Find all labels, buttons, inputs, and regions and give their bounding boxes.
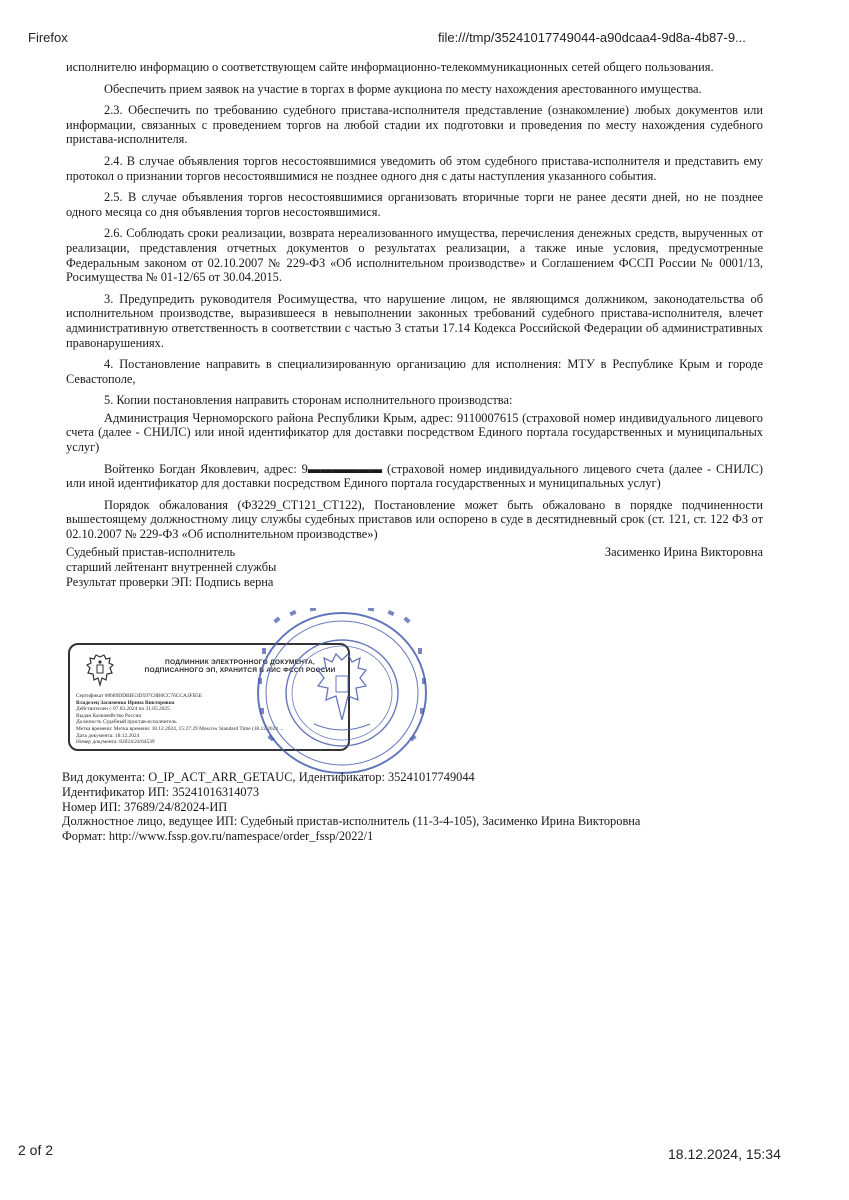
meta-format: Формат: http://www.fssp.gov.ru/namespace/order_fssp/2022/1	[62, 829, 374, 844]
paragraph-4: 4. Постановление направить в специализированную организацию для исполнения: МТУ в Республике Крым и городе Севастополе,	[66, 357, 763, 386]
stamp-timestamp: Метка времени: Метка времени: 18.12.2024, 15:27:29 Moscow Standard Time (18.12.2024 ...	[76, 725, 284, 732]
official-round-seal-icon	[252, 608, 432, 778]
paragraph-recipient-administration: Администрация Черноморского района Республики Крым, адрес: 9110007615 (страховой номер индивидуального лицевого счета (далее - СНИЛС) или иной идентификатор для доставки посредством Единого портала государственных и муниципальных услуг)	[66, 410, 763, 455]
paragraph-5: 5. Копии постановления направить сторонам исполнительного производства:	[104, 393, 513, 408]
stamp-validity: Действителен с 07.03.2024 по 31.05.2025	[76, 706, 170, 713]
paragraph-2-4: 2.4. В случае объявления торгов несостоявшимися уведомить об этом судебного пристава-исполнителя и представить ему протокол о признании торгов несостоявшимися не позднее одного дня с даты наступления указанного события.	[66, 153, 763, 183]
paragraph-applications: Обеспечить прием заявок на участие в торгах в форме аукциона по месту нахождения арестованного имущества.	[104, 81, 702, 96]
paragraph-publication: исполнителю информацию о соответствующем сайте информационно-телекоммуникационных сетей общего пользования.	[66, 60, 714, 74]
paragraph-2-5: 2.5. В случае объявления торгов несостоявшимися организовать вторичные торги не ранее десяти дней, но не позднее одного месяца со дня объявления торгов несостоявшимися.	[66, 190, 763, 219]
paragraph-2-3: 2.3. Обеспечить по требованию судебного пристава-исполнителя представление (ознакомление) любых документов или информации, связанных с проведением торгов на любой стадии их подготовки и проведения по месту нахождения судебного пристава-исполнителя.	[66, 103, 763, 147]
document-body	[66, 60, 763, 590]
signature-line	[66, 545, 763, 560]
stamp-issuer: Выдан Казначейство России	[76, 712, 142, 719]
document-metadata	[62, 770, 762, 844]
paragraph-recipient-debtor: Войтенко Богдан Яковлевич, адрес: 9▬▬▬▬▬▬ (страховой номер индивидуального лицевого счета (далее - СНИЛС) или иной идентификатор для доставки посредством Единого портала государственных и муниципальных услуг)	[66, 461, 763, 491]
signature-rank: старший лейтенант внутренней службы	[66, 559, 277, 574]
browser-url[interactable]: file:///tmp/35241017749044-a90dcaa4-9d8a-4b87-9...	[438, 30, 746, 45]
meta-official: Должностное лицо, ведущее ИП: Судебный пристав-исполнитель (11-3-4-105), Засименко Ирина Викторовна	[62, 814, 641, 829]
stamp-certificate: Сертификат 00689DDBB53D597C8B0CC76CCA3FB5E	[76, 693, 203, 699]
stamp-doc-number: Номер документа: 82024/24/64539	[76, 739, 155, 746]
paragraph-3: 3. Предупредить руководителя Росимущества, что нарушение лицом, не являющимся должником, законодательства об исполнительном производстве, выразившееся в невыполнении законных требований судебного пристава-исполнителя, влечет административную ответственность в соответствии с частью 3 статьи 17.14 Кодекса Российской Федерации об административных правонарушениях.	[66, 291, 763, 350]
signature-position: Судебный пристав-исполнитель	[66, 544, 236, 559]
signature-check: Результат проверки ЭП: Подпись верна	[66, 574, 274, 589]
stamp-role: Должность Судебный пристав-исполнитель	[76, 719, 177, 726]
paragraph-2-6: 2.6. Соблюдать сроки реализации, возврата нереализованного имущества, перечисления денежных средств, вырученных от реализации, представления отчетных документов о результатах реализации, а также иные условия, предусмотренные Федеральным законом от 02.10.2007 № 229-ФЗ «Об исполнительном производстве» и Соглашением ФССП России № 0001/13, Росимущества № 01-12/65 от 30.04.2015.	[66, 226, 763, 285]
meta-document-type: Вид документа: O_IP_ACT_ARR_GETAUC, Идентификатор: 35241017749044	[62, 770, 475, 784]
meta-proceeding-id: Идентификатор ИП: 35241016314073	[62, 784, 260, 799]
paragraph-appeal: Порядок обжалования (ФЗ229_СТ121_СТ122), Постановление может быть обжаловано в порядке подчиненности вышестоящему должностному лицу службы судебных приставов или оспорено в суде в десятидневный срок (ст. 121, ст. 122 ФЗ от 02.10.2007 № 229-ФЗ «Об исполнительном производстве»)	[66, 497, 763, 542]
print-datetime: 18.12.2024, 15:34	[668, 1146, 781, 1162]
browser-app-name: Firefox	[28, 30, 68, 45]
meta-proceeding-number: Номер ИП: 37689/24/82024-ИП	[62, 799, 228, 814]
stamp-doc-date: Дата документа: 18.12.2024	[76, 732, 140, 739]
page-counter: 2 of 2	[18, 1142, 54, 1158]
russian-coat-of-arms-icon	[84, 653, 116, 689]
signature-name: Засименко Ирина Викторовна	[604, 544, 763, 559]
stamp-heading: ПОДЛИННИК ЭЛЕКТРОННОГО ДОКУМЕНТА, ПОДПИСАННОГО ЭП, ХРАНИТСЯ В АИС ФССП РОССИИ	[144, 659, 336, 674]
stamp-owner: Владелец Засименко Ирина Викторовна	[76, 699, 175, 706]
